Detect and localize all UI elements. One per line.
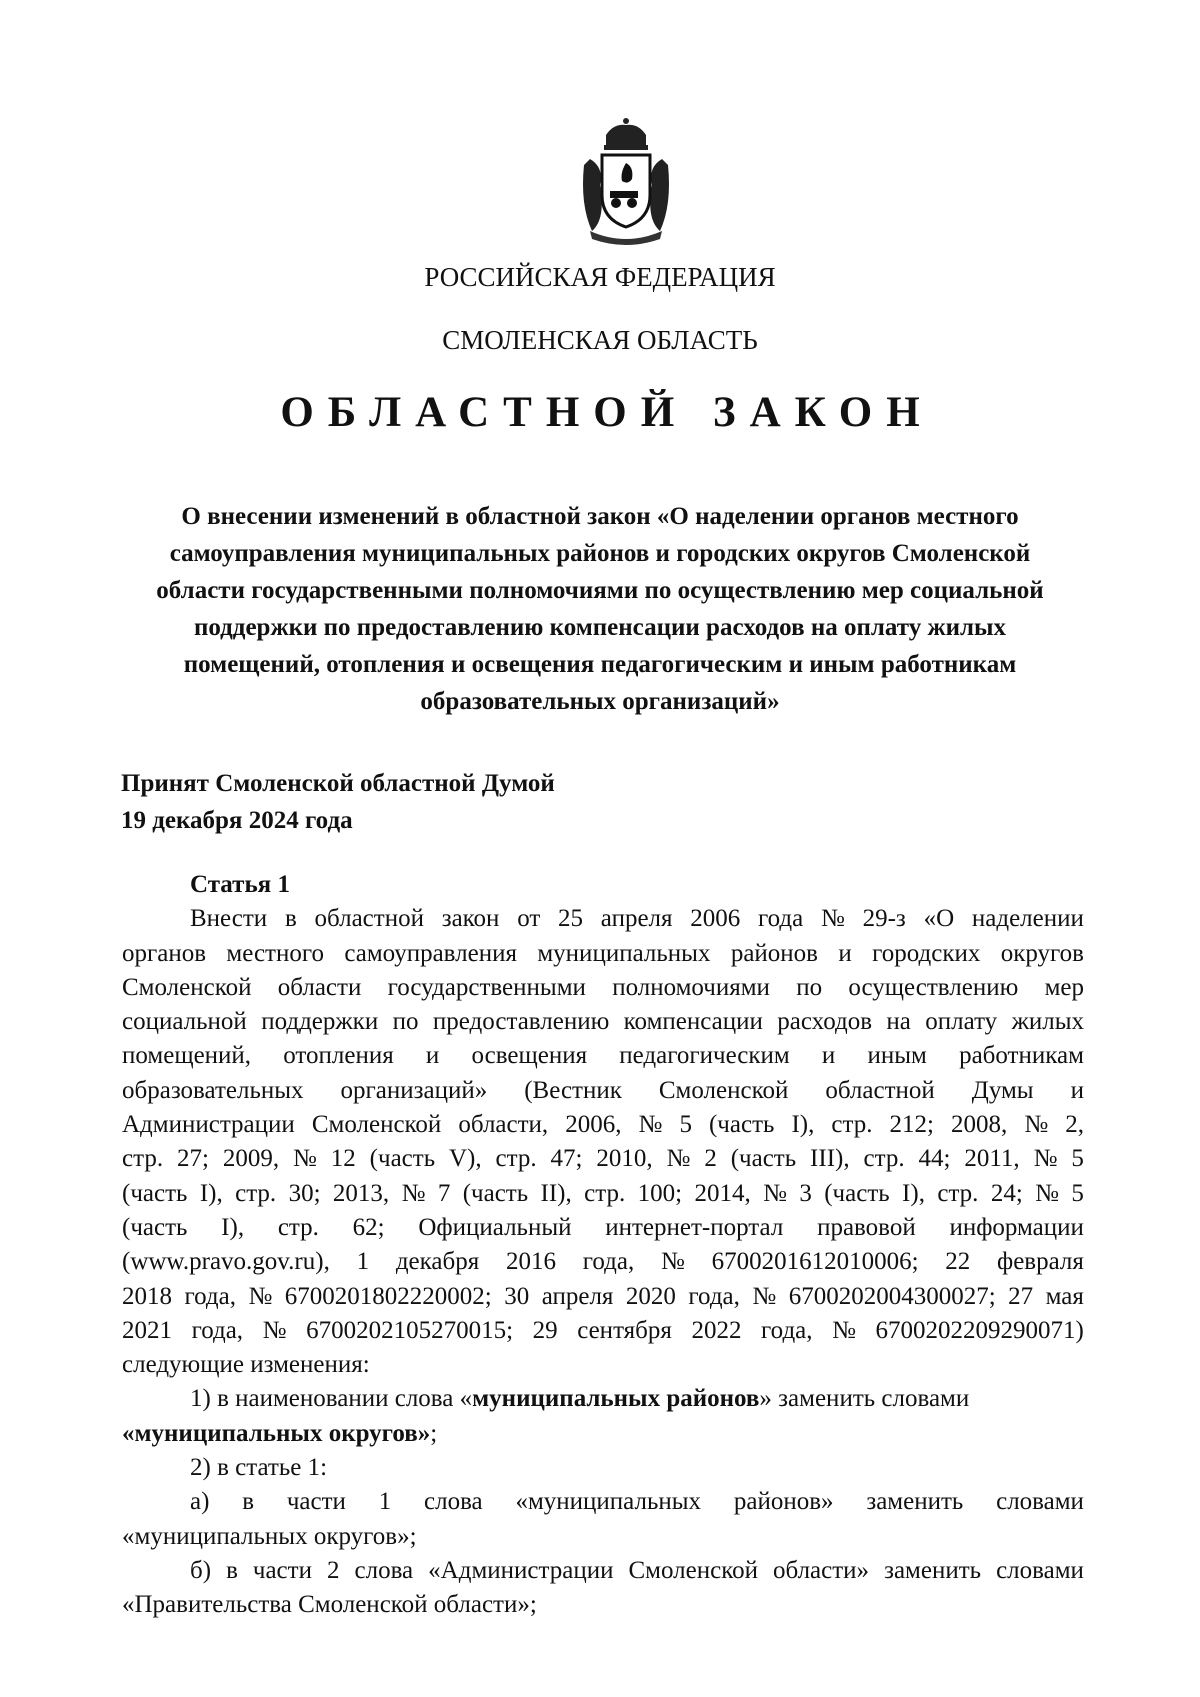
word: 2006 (690, 905, 741, 933)
word: 2006, (565, 1111, 622, 1139)
word: 6700201612010006; (711, 1248, 919, 1276)
word: 22 (945, 1248, 971, 1276)
word: районов (730, 939, 818, 967)
word: 25 (558, 905, 584, 933)
word: № (1035, 1179, 1060, 1207)
word: 2018 (122, 1282, 172, 1310)
title-line: самоуправления муниципальных районов и городских округов Смоленской (169, 540, 1031, 567)
title-line: образовательных организаций» (420, 688, 780, 715)
word: 6700202004300027; (788, 1282, 996, 1310)
article-1 (122, 868, 1084, 1623)
word: года, (582, 1248, 635, 1276)
word: стр. (495, 1145, 537, 1173)
word: Смоленской (311, 1111, 442, 1139)
word: мер (1044, 973, 1084, 1001)
article-line (122, 971, 1084, 1005)
word: помещений, (122, 1042, 252, 1070)
word: № (660, 1248, 685, 1276)
word: (Вестник (524, 1076, 622, 1104)
article-line (122, 1280, 1084, 1314)
word: 6700202209290071) (875, 1316, 1084, 1344)
word: и (425, 1042, 440, 1070)
word: по (796, 973, 823, 1001)
word: I), (221, 1213, 245, 1241)
word: б) (190, 1556, 212, 1584)
adoption-date: 19 декабря 2024 года (121, 807, 353, 834)
word: педагогическим (619, 1042, 790, 1070)
amendment-item-2b (122, 1554, 1084, 1588)
word: стр. (122, 1145, 164, 1173)
title-line: О внесении изменений в областной закон «О наделении органов местного (181, 503, 1019, 530)
word: расходов (777, 1008, 872, 1036)
word: года, (191, 1316, 244, 1344)
word: осуществлению (848, 973, 1019, 1001)
word: районов» (733, 1488, 834, 1516)
word: слова (424, 1488, 483, 1516)
word: (часть (369, 1145, 436, 1173)
word: (часть (462, 1179, 529, 1207)
word: 2 (326, 1556, 340, 1584)
word: муниципальных (537, 939, 711, 967)
word: № (666, 1145, 691, 1173)
word: апреля (600, 905, 673, 933)
word: стр. (584, 1179, 626, 1207)
word: 1 (378, 1488, 392, 1516)
word: в (242, 1488, 255, 1516)
title-line: помещений, отопления и освещения педагогическим и иным работникам (183, 651, 1017, 678)
article-line (122, 1005, 1084, 1039)
bold-phrase: «муниципальных округов» (122, 1419, 431, 1447)
word: 7 (437, 1179, 451, 1207)
word: и (821, 1042, 836, 1070)
word: и (1070, 1076, 1084, 1104)
word: 2013, (332, 1179, 390, 1207)
word: № (1033, 1145, 1058, 1173)
article-line (122, 1314, 1084, 1348)
word: заменить (884, 1556, 982, 1584)
amendment-item-2a-cont: «муниципальных округов»; (122, 1522, 417, 1550)
word: 2022 (691, 1316, 742, 1344)
word: I), (902, 1179, 925, 1207)
word: стр. (831, 1111, 873, 1139)
word: 27; (176, 1145, 209, 1173)
word: 6700201802220002; (284, 1282, 492, 1310)
word: областной (825, 1076, 935, 1104)
word: (www.pravo.gov.ru), (122, 1248, 330, 1276)
article-line (122, 1074, 1084, 1108)
article-line (122, 1177, 1084, 1211)
amendment-item-1-cont: «муниципальных округов»; (122, 1419, 438, 1447)
word: (часть (122, 1179, 188, 1207)
word: словами (996, 1488, 1084, 1516)
word: 2011, (964, 1145, 1020, 1173)
word: 12 (330, 1145, 356, 1173)
word: поддержки (261, 1008, 379, 1036)
word: наделении (971, 905, 1084, 933)
word: закон (441, 905, 500, 933)
word: государственными (387, 973, 586, 1001)
word: сентября (577, 1316, 672, 1344)
article-line (122, 1108, 1084, 1142)
region-heading: СМОЛЕНСКАЯ ОБЛАСТЬ (442, 325, 758, 355)
word: и (838, 939, 852, 967)
title-line: поддержки по предоставлению компенсации расходов на оплату жилых (193, 614, 1007, 641)
word: № (293, 1145, 317, 1173)
word: организаций» (340, 1076, 488, 1104)
word: заменить (866, 1488, 964, 1516)
word: года, (761, 1316, 813, 1344)
word: от (517, 905, 541, 933)
word: 30; (288, 1179, 321, 1207)
word: слова (354, 1556, 414, 1584)
word: 2021 (122, 1316, 172, 1344)
word: № (401, 1179, 426, 1207)
word: № (821, 905, 845, 933)
bold-phrase: муниципальных районов (472, 1385, 760, 1413)
article-line (122, 1245, 1084, 1279)
word: «Администрации (428, 1556, 614, 1584)
word: в (226, 1556, 238, 1584)
word: I), (199, 1179, 223, 1207)
article-line (122, 937, 1084, 971)
word: стр. (277, 1213, 319, 1241)
word: 24; (990, 1179, 1023, 1207)
word: Внести (190, 905, 268, 933)
word: № (752, 1282, 777, 1310)
word: 2 (704, 1145, 717, 1173)
word: стр. (863, 1145, 905, 1173)
word: 2010, (596, 1145, 653, 1173)
word: городских (872, 939, 981, 967)
word: 2016 (505, 1248, 556, 1276)
word: Администрации (122, 1111, 295, 1139)
word: 2014, (694, 1179, 751, 1207)
word: мая (1045, 1282, 1084, 1310)
word: «О (923, 905, 955, 933)
word: области (277, 973, 362, 1001)
word: 44; (918, 1145, 951, 1173)
adoption-note (121, 765, 555, 839)
word: 29 (532, 1316, 558, 1344)
word: Смоленской (122, 973, 252, 1001)
word: правовой (817, 1213, 916, 1241)
amendment-item-1: 1) в наименовании слова «муниципальных районов» заменить словами (190, 1385, 970, 1413)
word: работникам (959, 1042, 1084, 1070)
word: 62; (352, 1213, 385, 1241)
word: информации (949, 1213, 1084, 1241)
word: части (286, 1488, 346, 1516)
word: года (758, 905, 804, 933)
word: 2009, (222, 1145, 280, 1173)
title-line: области государственными полномочиями по осуществлению мер социальной (156, 577, 1044, 604)
word: (часть (824, 1179, 890, 1207)
word: февраля (997, 1248, 1084, 1276)
word: жилых (1011, 1008, 1084, 1036)
coat-of-arms-emblem (570, 115, 682, 247)
word: № (1024, 1111, 1049, 1139)
word: Думы (971, 1076, 1034, 1104)
word: (часть (730, 1145, 797, 1173)
article-line (122, 1039, 1084, 1073)
article-line (122, 902, 1084, 936)
word: апреля (541, 1282, 614, 1310)
word: самоуправления (344, 939, 517, 967)
word: № (248, 1282, 273, 1310)
word: интернет-портал (605, 1213, 784, 1241)
word: (часть (708, 1111, 775, 1139)
amendment-item-2: 2) в статье 1: (190, 1454, 328, 1482)
article-heading: Статья 1 (190, 871, 290, 898)
word: 100; (637, 1179, 683, 1207)
word: образовательных (122, 1076, 304, 1104)
word: Официальный (418, 1213, 572, 1241)
word: I), (791, 1111, 815, 1139)
word: 5 (1071, 1179, 1084, 1207)
word: освещения (471, 1042, 588, 1070)
word: полномочиями (612, 973, 770, 1001)
word: № (638, 1111, 663, 1139)
law-title (120, 498, 1080, 720)
word: 30 (504, 1282, 530, 1310)
word: а) (190, 1488, 210, 1516)
word: социальной (122, 1008, 247, 1036)
word: 5 (1071, 1145, 1084, 1173)
word: 212; (889, 1111, 934, 1139)
word: округов (1000, 939, 1084, 967)
article-line (122, 1142, 1084, 1176)
word: 5 (679, 1111, 692, 1139)
word: декабря (395, 1248, 480, 1276)
amendment-item-2a (122, 1485, 1084, 1519)
word: 2008, (951, 1111, 1008, 1139)
word: 3 (799, 1179, 812, 1207)
word: 6700202105270015; (306, 1316, 514, 1344)
adoption-line: Принят Смоленской областной Думой (121, 770, 555, 797)
word: на (886, 1008, 911, 1036)
word: года, (688, 1282, 740, 1310)
word: 27 (1008, 1282, 1034, 1310)
amendment-item-2b-cont: «Правительства Смоленской области»; (122, 1591, 537, 1619)
word: 47; (550, 1145, 583, 1173)
word: части (252, 1556, 312, 1584)
word: 2, (1065, 1111, 1084, 1139)
word: Смоленской (658, 1076, 789, 1104)
word: года, (184, 1282, 236, 1310)
word: иным (867, 1042, 927, 1070)
article-line (122, 1211, 1084, 1245)
word: стр. (937, 1179, 979, 1207)
word: «муниципальных (515, 1488, 702, 1516)
word: 29-з (862, 905, 906, 933)
word: словами (996, 1556, 1084, 1584)
word: Смоленской (628, 1556, 758, 1584)
word: местного (226, 939, 324, 967)
word: № (832, 1316, 856, 1344)
word: в (284, 905, 297, 933)
word: областной (314, 905, 424, 933)
law-type-heading: ОБЛАСТНОЙ ЗАКОН (280, 389, 934, 436)
word: III), (810, 1145, 850, 1173)
word: 2020 (625, 1282, 676, 1310)
article-line: следующие изменения: (122, 1351, 370, 1379)
word: V), (449, 1145, 482, 1173)
word: оплату (925, 1008, 998, 1036)
word: стр. (235, 1179, 277, 1207)
word: отопления (283, 1042, 394, 1070)
word: компенсации (623, 1008, 763, 1036)
word: области, (458, 1111, 549, 1139)
country-heading: РОССИЙСКАЯ ФЕДЕРАЦИЯ (424, 262, 776, 292)
word: области» (772, 1556, 870, 1584)
word: 1 (356, 1248, 370, 1276)
word: органов (122, 939, 207, 967)
word: II), (540, 1179, 572, 1207)
word: (часть (122, 1213, 188, 1241)
word: № (262, 1316, 287, 1344)
word: по (392, 1008, 419, 1036)
word: № (763, 1179, 787, 1207)
word: предоставлению (432, 1008, 610, 1036)
